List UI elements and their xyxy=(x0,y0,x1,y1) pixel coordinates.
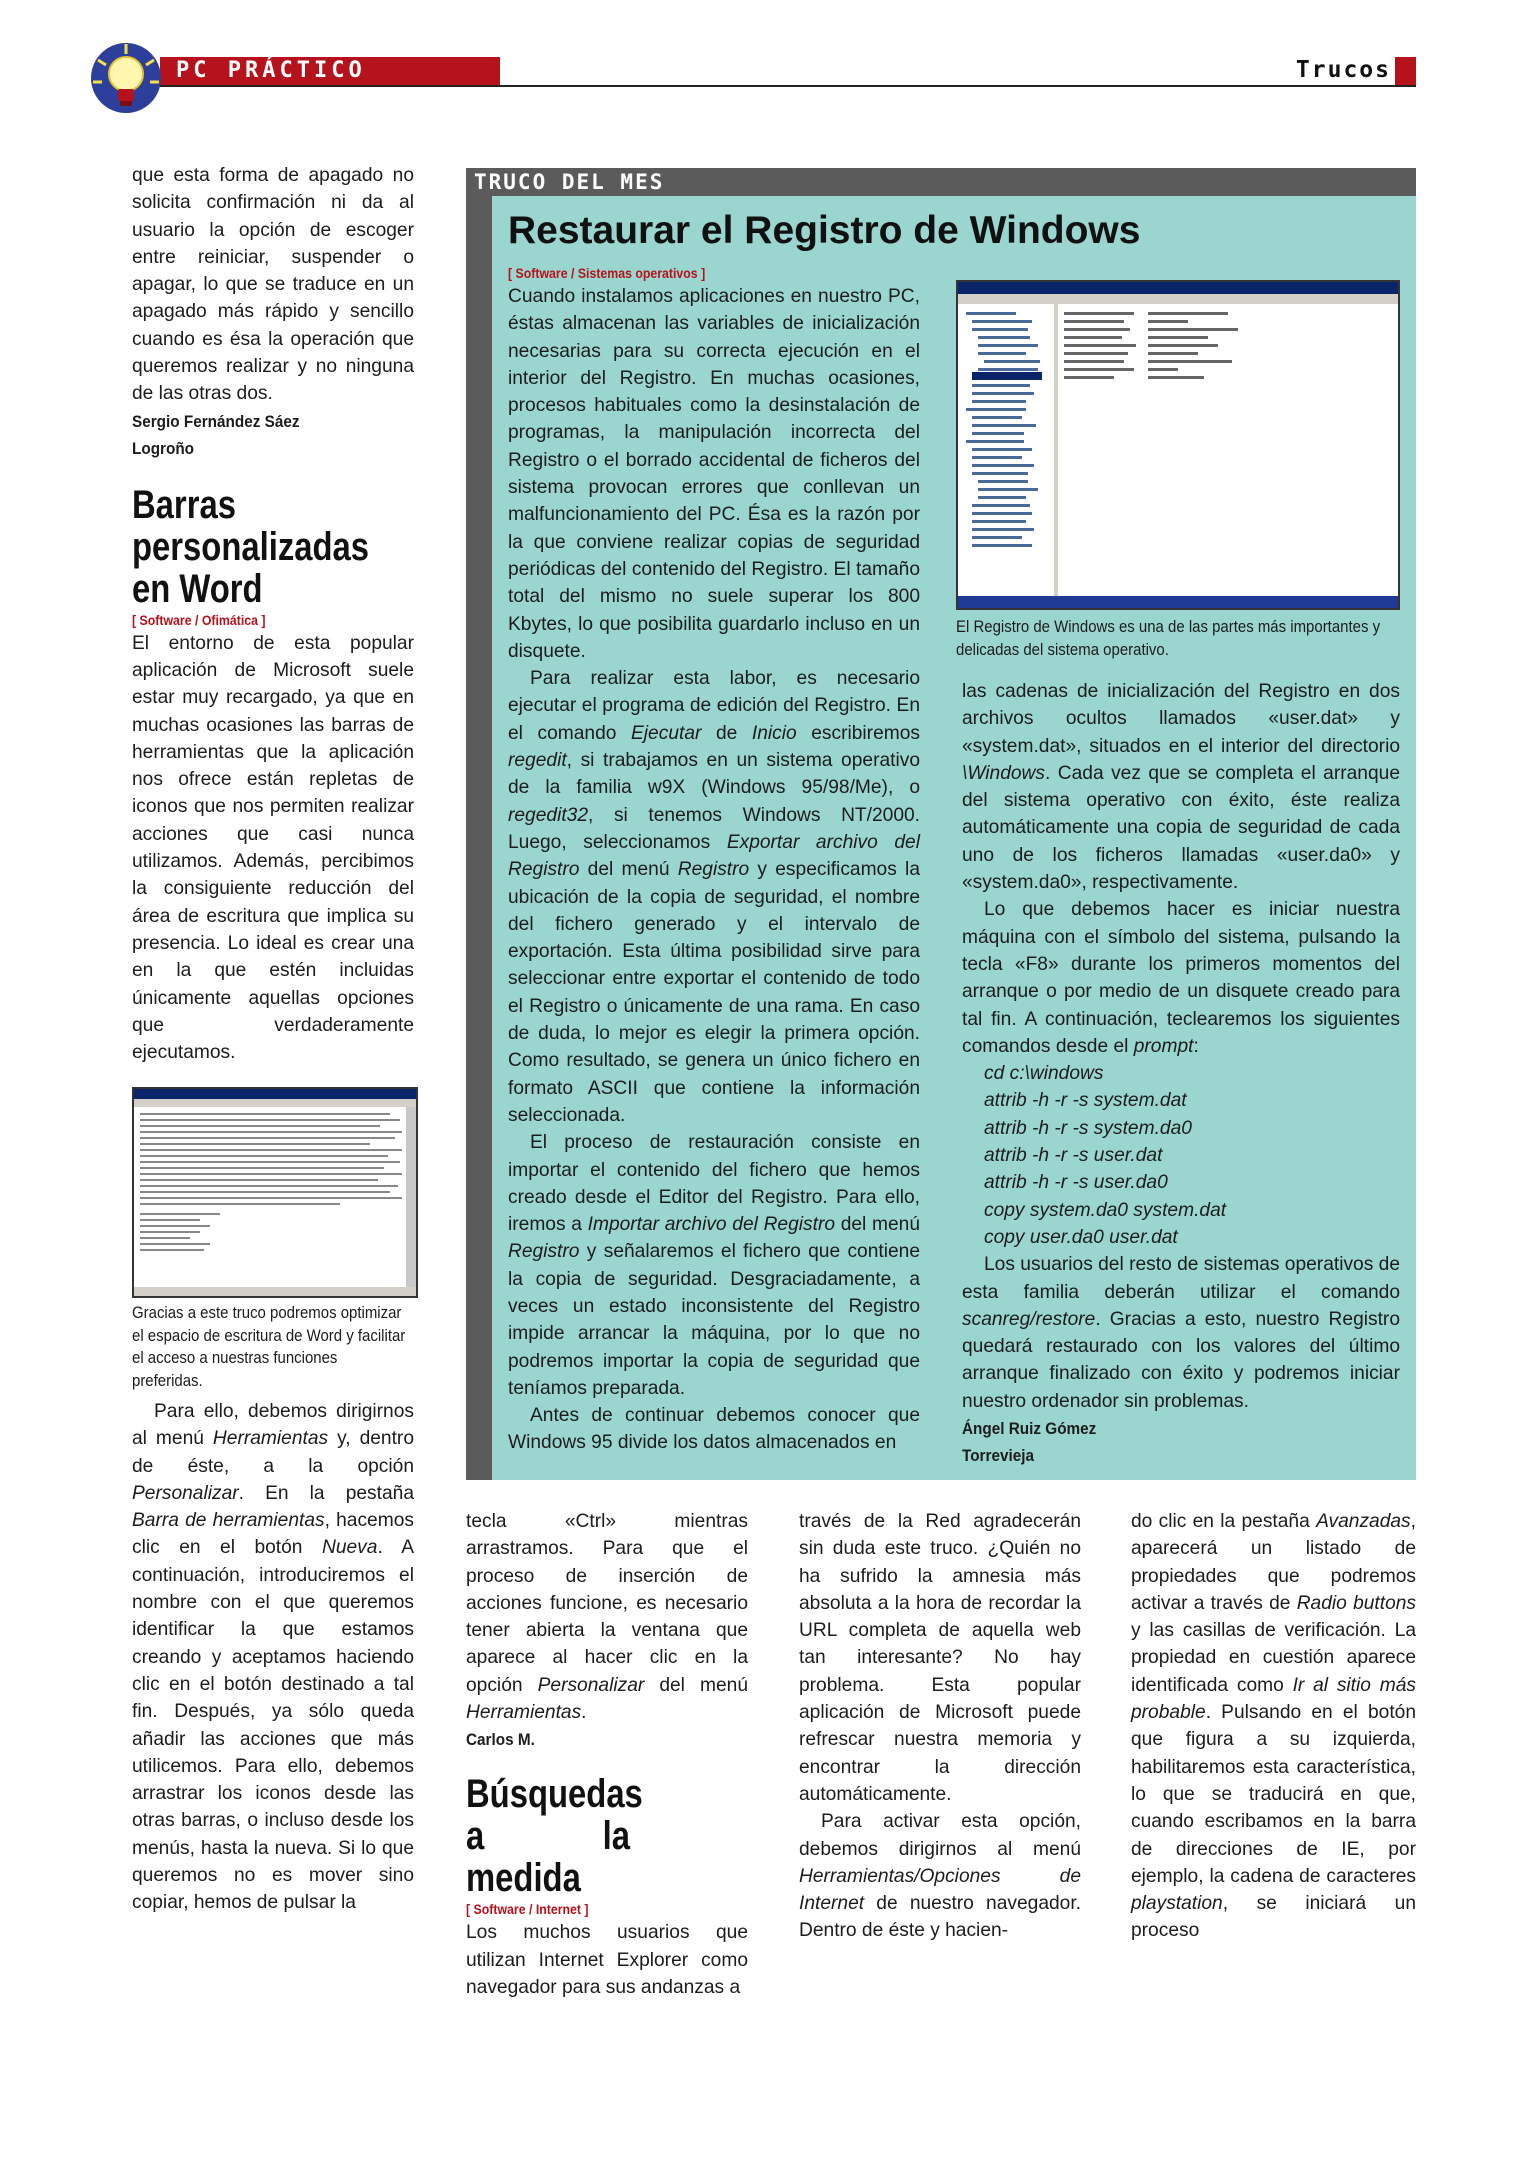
header-rule xyxy=(160,85,1416,87)
author-name: Carlos M. xyxy=(466,1730,535,1750)
command-line: attrib -h -r -s system.da0 xyxy=(984,1117,1192,1139)
truco-left-column xyxy=(508,263,920,1457)
article-title: Búsquedas a la medida xyxy=(466,1772,643,1901)
command-line: attrib -h -r -s user.dat xyxy=(984,1145,1163,1167)
truco-right-column xyxy=(962,678,1400,1469)
author-name: Ángel Ruiz Gómez xyxy=(962,1419,1097,1439)
article-paragraph: Para ello, debemos dirigirnos al menú Herramientas y, dentro de éste, a la opción Personalizar. En la pestaña Barra de herramientas, hacemos clic en el botón Nueva. A continuación, introduciremos el nombre con el que queremos identificar la que estamos creando y aceptamos haciendo clic en el botón destinado a tal fin. Después, ya sólo queda añadir las acciones que más utilicemos. Para ello, debemos arrastrar los iconos desde las otras barras, o incluso desde los menús, hasta la nueva. Si lo que queremos no es mover sino copiar, hemos de pulsar la xyxy=(132,1401,414,1914)
left-column-continued xyxy=(132,1398,414,1917)
intro-text: que esta forma de apagado no solicita confirmación ni da al usuario la opción de escoger entre reiniciar, suspender o apagar, lo que se traduce en un apagado más rápido y sencillo cuando es ésa la operación que queremos realizar y no ninguna de las otras dos. xyxy=(132,165,414,405)
truco-side-bar xyxy=(466,196,492,1480)
column-2 xyxy=(466,1508,748,2001)
truco-paragraph: Lo que debemos hacer es iniciar nuestra máquina con el símbolo del sistema, pulsando la tecla «F8» durante los primeros momentos del arranque o por medio de un disquete creado para tal fin. A continuación, teclearemos los siguientes comandos desde el prompt: xyxy=(962,899,1400,1057)
author-place: Torrevieja xyxy=(962,1446,1035,1466)
lightbulb-icon xyxy=(88,40,164,116)
command-line: attrib -h -r -s system.dat xyxy=(984,1090,1187,1112)
article-paragraph: El entorno de esta popular aplicación de Microsoft suele estar muy recargado, ya que en muchas ocasiones las barras de herramientas que la aplicación nos ofrece están repletas de iconos que nos permiten realizar acciones que casi nunca utilizamos. Además, percibimos la consiguiente reducción del área de escritura que implica su presencia. Lo ideal es crear una en la que estén incluidas únicamente aquellas opciones que verdaderamente ejecutamos. xyxy=(132,632,414,1064)
author-place: Logroño xyxy=(132,438,195,458)
article-paragraph: Los muchos usuarios que utilizan Internet Explorer como navegador para sus andanzas a xyxy=(466,1922,748,1998)
word-screenshot-caption: Gracias a este truco podremos optimizar el espacio de escritura de Word y facilitar el acceso a nuestras funciones preferidas. xyxy=(132,1303,406,1390)
truco-paragraph: Antes de continuar debemos conocer que Windows 95 divide los datos almacenados en xyxy=(508,1405,920,1454)
article-paragraph: Para activar esta opción, debemos dirigirnos al menú Herramientas/Opciones de Internet de nuestro navegador. Dentro de éste y hacien- xyxy=(799,1811,1081,1942)
command-line: copy system.da0 system.dat xyxy=(984,1199,1227,1221)
section-label: PC PRÁCTICO xyxy=(176,58,366,83)
word-screenshot xyxy=(132,1087,418,1298)
truco-category: [ Software / Sistemas operativos ] xyxy=(508,265,706,281)
article-paragraph: tecla «Ctrl» mientras arrastramos. Para que el proceso de inserción de acciones funcione, es necesario tener abierta la ventana que aparece al hacer clic en la opción Personalizar del menú Herramientas. xyxy=(466,1511,748,1724)
command-line: copy user.da0 user.dat xyxy=(984,1226,1178,1248)
column-3 xyxy=(799,1508,1081,1945)
truco-label: TRUCO DEL MES xyxy=(474,170,665,194)
article-category: [ Software / Internet ] xyxy=(466,1901,589,1918)
command-line: cd c:\windows xyxy=(984,1063,1104,1085)
truco-paragraph: Cuando instalamos aplicaciones en nuestro PC, éstas almacenan las variables de inicialización necesarias para su correcta ejecución en el interior del Registro. En muchas ocasiones, procesos habituales como la desinstalación de programas, la manipulación incorrecta del Registro o el borrado accidental de ficheros del sistema provocan errores que conllevan un malfuncionamiento del PC. Ésa es la razón por la que conviene realizar copias de seguridad periódicas del contenido del Registro. El tamaño total del mismo no suele superar los 800 Kbytes, lo que posibilita guardarlo incluso en un disquete. xyxy=(508,286,920,662)
command-line: attrib -h -r -s user.da0 xyxy=(984,1172,1168,1194)
article-category: [ Software / Ofimática ] xyxy=(132,611,266,628)
truco-paragraph: Los usuarios del resto de sistemas operativos de esta familia deberán utilizar el comando scanreg/restore. Gracias a esto, nuestro Registro quedará restaurado con los valores del último arranque finalizado con éxito y podremos iniciar nuestro ordenador sin problemas. xyxy=(962,1254,1400,1412)
article-title: Barras personalizadas en Word xyxy=(132,482,369,611)
command-list xyxy=(962,1060,1400,1251)
author-name: Sergio Fernández Sáez xyxy=(132,411,300,431)
section-name: Trucos xyxy=(1295,57,1391,83)
truco-paragraph: Para realizar esta labor, es necesario ejecutar el programa de edición del Registro. En el comando Ejecutar de Inicio escribiremos regedit, si trabajamos en un sistema operativo de la familia w9X (Windows 95/98/Me), o regedit32, si tenemos Windows NT/2000. Luego, seleccionamos Exportar archivo del Registro del menú Registro y especificamos la ubicación de la copia de seguridad, el nombre del fichero generado y el intervalo de exportación. Esta última posibilidad sirve para seleccionar entre exportar el contenido de todo el Registro o únicamente de una rama. En caso de duda, lo mejor es elegir la primera opción. Como resultado, se genera un único fichero en formato ASCII que contiene la información seleccionada. xyxy=(508,668,920,1126)
truco-title: Restaurar el Registro de Windows xyxy=(508,209,1141,252)
registry-screenshot-caption: El Registro de Windows es una de las partes más importantes y delicadas del sistema operativo. xyxy=(956,617,1381,659)
registry-screenshot xyxy=(956,280,1400,610)
left-column xyxy=(132,162,414,1066)
truco-paragraph: El proceso de restauración consiste en importar el contenido del fichero que hemos creado desde el Editor del Registro. Para ello, iremos a Importar archivo del Registro del menú Registro y señalaremos el fichero que contiene la copia de seguridad. Desgraciadamente, a veces un estado inconsistente del Registro impide arrancar la máquina, por lo que no podremos importar la copia de seguridad que teníamos preparada. xyxy=(508,1132,921,1399)
header-accent-square xyxy=(1395,57,1416,85)
article-paragraph: través de la Red agradecerán sin duda este truco. ¿Quién no ha sufrido la amnesia más absoluta a la hora de recordar la URL completa de aquella web tan interesante? No hay problema. Esta popular aplicación de Microsoft puede refrescar nuestra memoria y encontrar la dirección automáticamente. xyxy=(799,1511,1081,1805)
article-paragraph: do clic en la pestaña Avanzadas, aparecerá un listado de propiedades que podremos activar a través de Radio buttons y las casillas de verificación. La propiedad en cuestión aparece identificada como Ir al sitio más probable. Pulsando en el botón que figura a su izquierda, habilitaremos esta característica, lo que se traducirá en que, cuando escribamos en la barra de direcciones de IE, por ejemplo, la cadena de caracteres playstation, se iniciará un proceso xyxy=(1131,1511,1417,1942)
column-4 xyxy=(1131,1508,1416,1945)
truco-paragraph: las cadenas de inicialización del Registro en dos archivos ocultos llamados «user.dat» y «system.dat», situados en el interior del directorio \Windows. Cada vez que se completa el arranque del sistema operativo con éxito, éste realiza automáticamente una copia de seguridad de cada uno de los ficheros llamadas «user.da0» y «system.da0», respectivamente. xyxy=(962,681,1400,894)
